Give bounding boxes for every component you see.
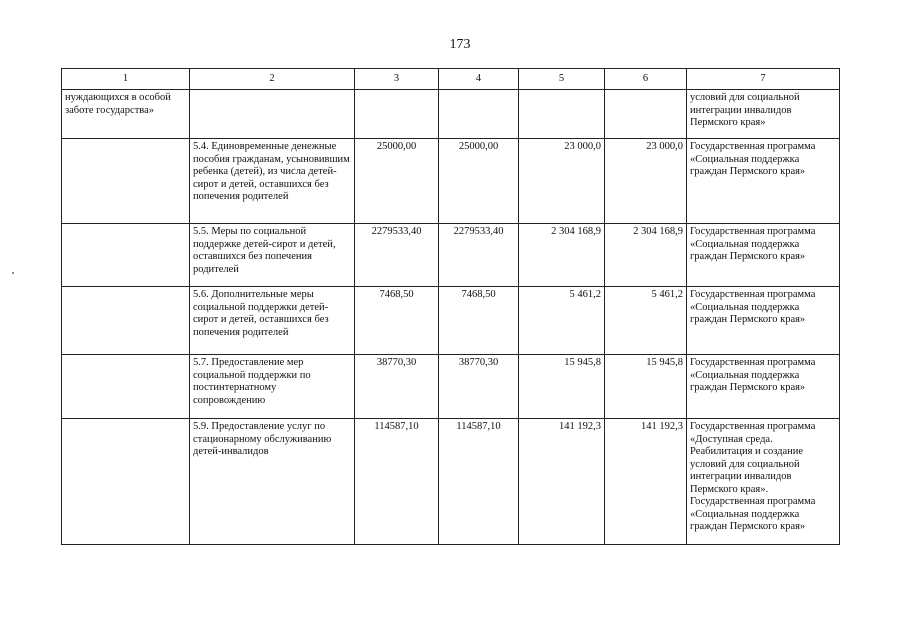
row-col5-cell: 23 000,0 <box>519 139 605 224</box>
row-col4-cell: 25000,00 <box>439 139 519 224</box>
row-col3-cell: 25000,00 <box>355 139 439 224</box>
table-row <box>62 419 840 545</box>
table-row <box>62 287 840 355</box>
row-category-cell <box>62 287 190 355</box>
header-cell-7: 7 <box>687 69 840 90</box>
row-category-cell <box>62 139 190 224</box>
row-col5-cell: 141 192,3 <box>519 419 605 545</box>
row-col6-cell: 15 945,8 <box>605 355 687 419</box>
header-cell-5: 5 <box>519 69 605 90</box>
row-category-cell <box>62 419 190 545</box>
header-cell-2: 2 <box>190 69 355 90</box>
row-category-cell: нуждающихся в особой заботе государства» <box>62 90 190 139</box>
row-category-cell <box>62 355 190 419</box>
row-measure-cell: 5.9. Предоставление услуг по стационарному обслуживанию детей-инвалидов <box>190 419 355 545</box>
row-program-cell: Государственная программа «Доступная среда. Реабилитация и создание условий для социальной интеграции инвалидов Пермского края». Государственная программа «Социальная поддержка граждан Пермского края» <box>687 419 840 545</box>
header-cell-3: 3 <box>355 69 439 90</box>
row-col5-cell <box>519 90 605 139</box>
row-col3-cell: 2279533,40 <box>355 224 439 287</box>
row-col6-cell <box>605 90 687 139</box>
scan-speck <box>12 272 14 274</box>
row-col5-cell: 2 304 168,9 <box>519 224 605 287</box>
table-row <box>62 139 840 224</box>
row-col3-cell <box>355 90 439 139</box>
row-col4-cell: 7468,50 <box>439 287 519 355</box>
row-col4-cell <box>439 90 519 139</box>
row-measure-cell <box>190 90 355 139</box>
table-row <box>62 90 840 139</box>
row-col4-cell: 38770,30 <box>439 355 519 419</box>
header-cell-6: 6 <box>605 69 687 90</box>
row-col6-cell: 2 304 168,9 <box>605 224 687 287</box>
row-col3-cell: 38770,30 <box>355 355 439 419</box>
header-cell-1: 1 <box>62 69 190 90</box>
row-measure-cell: 5.6. Дополнительные меры социальной поддержки детей-сирот и детей, оставшихся без попечения родителей <box>190 287 355 355</box>
row-measure-cell: 5.7. Предоставление мер социальной поддержки по постинтернатному сопровождению <box>190 355 355 419</box>
row-program-cell: Государственная программа «Социальная поддержка граждан Пермского края» <box>687 139 840 224</box>
row-measure-cell: 5.4. Единовременные денежные пособия гражданам, усыновившим ребенка (детей), из числа детей-сирот и детей, оставшихся без попечения родителей <box>190 139 355 224</box>
row-col4-cell: 2279533,40 <box>439 224 519 287</box>
row-col5-cell: 5 461,2 <box>519 287 605 355</box>
budget-table <box>61 68 840 545</box>
row-program-cell: условий для социальной интеграции инвалидов Пермского края» <box>687 90 840 139</box>
row-category-cell <box>62 224 190 287</box>
row-col3-cell: 114587,10 <box>355 419 439 545</box>
table-header-row <box>62 69 840 90</box>
row-measure-cell: 5.5. Меры по социальной поддержке детей-сирот и детей, оставшихся без попечения родителей <box>190 224 355 287</box>
row-col3-cell: 7468,50 <box>355 287 439 355</box>
row-col6-cell: 23 000,0 <box>605 139 687 224</box>
row-col6-cell: 5 461,2 <box>605 287 687 355</box>
header-cell-4: 4 <box>439 69 519 90</box>
row-program-cell: Государственная программа «Социальная поддержка граждан Пермского края» <box>687 224 840 287</box>
row-col6-cell: 141 192,3 <box>605 419 687 545</box>
page-number: 173 <box>449 37 471 52</box>
row-col5-cell: 15 945,8 <box>519 355 605 419</box>
table-row <box>62 224 840 287</box>
table-row <box>62 355 840 419</box>
row-program-cell: Государственная программа «Социальная поддержка граждан Пермского края» <box>687 355 840 419</box>
row-col4-cell: 114587,10 <box>439 419 519 545</box>
row-program-cell: Государственная программа «Социальная поддержка граждан Пермского края» <box>687 287 840 355</box>
